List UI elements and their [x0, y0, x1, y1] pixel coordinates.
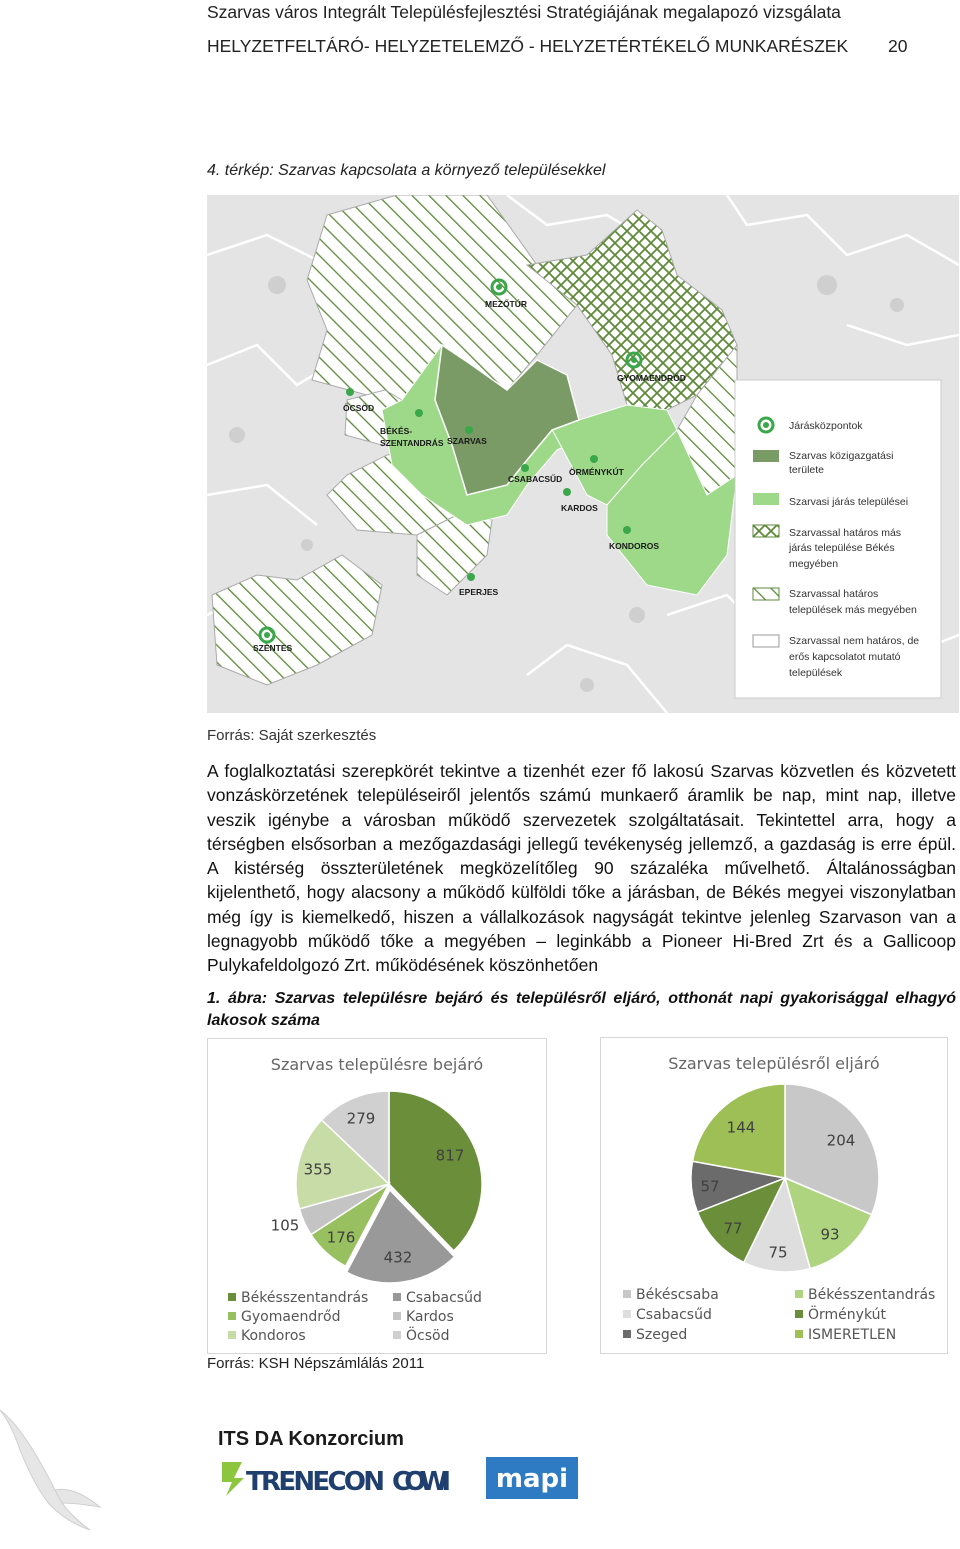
legend-label: Kardos: [406, 1309, 454, 1325]
document-header-title: Szarvas város Integrált Településfejlesztési Stratégiájának megalapozó vizsgálata: [207, 2, 841, 22]
pie-chart-inbound: [207, 1038, 547, 1354]
pie-data-label: 279: [346, 1109, 376, 1128]
consortium-name: ITS DA Konzorcium: [218, 1428, 404, 1450]
legend-label: Kondoros: [241, 1328, 306, 1344]
body-paragraph: A foglalkoztatási szerepkörét tekintve a tizenhét ezer fő lakosú Szarvas közvetlen és közvetett vonzáskörzetének településeiről jelentős számú munkaerő áramlik be nap, mint nap, illetve veszik igénybe a városban működő szervezetek szolgáltatásait. Tekintettel arra, hogy a térségben elsősorban a mezőgazdasági jellegű tevékenység jellemző, a gazdaság is erre épül. A kistérség összterületének megközelítőleg 90 százaléka művelhető. Általánosságban kijelenthető, hogy alacsony a működő külföldi tőke a járásban, de Békés megyei viszonylatban még így is kiemelkedő, hiszen a vállalkozások nagyságát tekintve jelenleg Szarvason van a legnagyobb működő tőke a megyében – leginkább a Pioneer Hi-Bred Zrt és a Gallicoop Pulykafeldolgozó Zrt. működésének köszönhetően: [207, 761, 956, 976]
legend-swatch: [623, 1310, 631, 1318]
logo-cowi-text: COWI: [392, 1467, 452, 1497]
legend-l5b: települések más megyében: [789, 604, 917, 616]
map-label-csabacsud: CSABACSŰD: [508, 474, 563, 484]
legend-swatch: [393, 1312, 401, 1320]
region-map: [207, 195, 959, 713]
legend-l4b: járás települése Békés: [789, 542, 895, 554]
pie-chart-inbound-title: Szarvas településre bejáró: [270, 1055, 484, 1074]
legend-item: [228, 1309, 341, 1325]
legend-item: [393, 1290, 482, 1306]
legend-swatch: [795, 1330, 803, 1338]
legend-item: [795, 1327, 896, 1343]
legend-item: [795, 1307, 886, 1323]
legend-l2a: Szarvas közigazgatási: [789, 450, 894, 462]
legend-l3: Szarvasi járás települései: [789, 496, 909, 508]
pie-data-label: 57: [700, 1177, 720, 1196]
map-label-szentes: SZENTES: [253, 643, 293, 653]
figure-source: Forrás: KSH Népszámlálás 2011: [207, 1355, 425, 1372]
map-label-kardos: KARDOS: [561, 503, 598, 513]
albatross-logo: [0, 1405, 110, 1545]
legend-l4c: megyében: [789, 558, 839, 570]
page-number: 20: [888, 36, 908, 56]
pie-chart-outbound-legend: [601, 1038, 947, 1353]
pie-data-label: 432: [383, 1248, 413, 1267]
legend-item: [228, 1328, 306, 1344]
legend-item: [795, 1287, 935, 1303]
logo-mapi-text: mapi: [495, 1464, 569, 1494]
map-label-mezotur: MEZŐTÚR: [485, 299, 528, 309]
legend-swatch: [795, 1290, 803, 1298]
legend-swatch: [623, 1330, 631, 1338]
legend-l2b: területe: [789, 464, 825, 476]
figure-caption: 1. ábra: Szarvas településre bejáró és településről eljáró, otthonát napi gyakorisággal elhagyó lakosok száma: [207, 990, 956, 1029]
legend-item: [393, 1328, 449, 1344]
legend-label: Békésszentandrás: [241, 1290, 369, 1306]
legend-item: [623, 1287, 719, 1303]
map-label-kondoros: KONDOROS: [609, 541, 660, 551]
map-label-ormenykut: ÖRMÉNYKÚT: [569, 467, 624, 477]
map-label-eperjes: EPERJES: [459, 587, 499, 597]
pie-data-label: 176: [326, 1228, 356, 1247]
legend-swatch: [795, 1310, 803, 1318]
document-header-subtitle: HELYZETFELTÁRÓ- HELYZETELEMZŐ - HELYZETÉRTÉKELŐ MUNKARÉSZEK: [207, 36, 849, 56]
pie-data-label: 93: [820, 1225, 840, 1244]
legend-label: Szeged: [636, 1327, 688, 1343]
legend-swatch: [228, 1293, 236, 1301]
legend-swatch: [393, 1331, 401, 1339]
pie-chart-outbound: [600, 1037, 948, 1354]
legend-l5a: Szarvassal határos: [789, 588, 879, 600]
mapi-logo: [486, 1457, 578, 1499]
map-label-bekesszentandras: BÉKÉS-: [380, 426, 413, 436]
map-label-bekesszentandras-2: SZENTANDRÁS: [380, 438, 444, 448]
legend-l6c: települések: [789, 667, 843, 679]
pie-data-label: 75: [768, 1243, 788, 1262]
legend-label: Csabacsűd: [406, 1290, 482, 1306]
pie-chart-inbound-legend: [208, 1039, 546, 1353]
logo-trenecon-text: TRENECON: [246, 1467, 386, 1497]
legend-label: Békésszentandrás: [808, 1287, 936, 1303]
legend-label: Csabacsűd: [636, 1307, 712, 1323]
pie-data-label: 77: [723, 1219, 743, 1238]
legend-label: Örménykút: [808, 1307, 886, 1323]
map-label-szarvas: SZARVAS: [447, 436, 487, 446]
pie-data-label: 144: [726, 1118, 756, 1137]
map-label-gyomaendrod: GYOMAENDRŐD: [617, 373, 686, 383]
map-label-ocsod: ÖCSÖD: [343, 403, 375, 413]
legend-l6a: Szarvassal nem határos, de: [789, 635, 920, 647]
legend-swatch: [228, 1331, 236, 1339]
legend-swatch: [393, 1293, 401, 1301]
legend-label: Öcsöd: [406, 1328, 450, 1344]
legend-item: [623, 1327, 687, 1343]
pie-data-label: 355: [303, 1160, 333, 1179]
pie-chart-outbound-title: Szarvas településről eljáró: [668, 1054, 880, 1073]
map-legend: [735, 380, 941, 698]
map-caption: 4. térkép: Szarvas kapcsolata a környező településekkel: [207, 162, 606, 179]
legend-label: ISMERETLEN: [808, 1327, 897, 1343]
legend-swatch: [623, 1290, 631, 1298]
legend-l1: Járásközpontok: [789, 420, 863, 432]
legend-item: [393, 1309, 454, 1325]
map-source: Forrás: Saját szerkesztés: [207, 727, 377, 744]
pie-data-label: 105: [270, 1216, 300, 1235]
pie-data-label: 204: [826, 1131, 856, 1150]
legend-l6b: erős kapcsolatot mutató: [789, 651, 901, 663]
legend-item: [228, 1290, 368, 1306]
legend-label: Gyomaendrőd: [241, 1309, 341, 1325]
legend-item: [623, 1307, 712, 1323]
legend-label: Békéscsaba: [636, 1287, 719, 1303]
legend-l4a: Szarvassal határos más: [789, 527, 902, 539]
pie-data-label: 817: [435, 1146, 465, 1165]
trenecon-cowi-logo: [220, 1458, 460, 1498]
legend-swatch: [228, 1312, 236, 1320]
